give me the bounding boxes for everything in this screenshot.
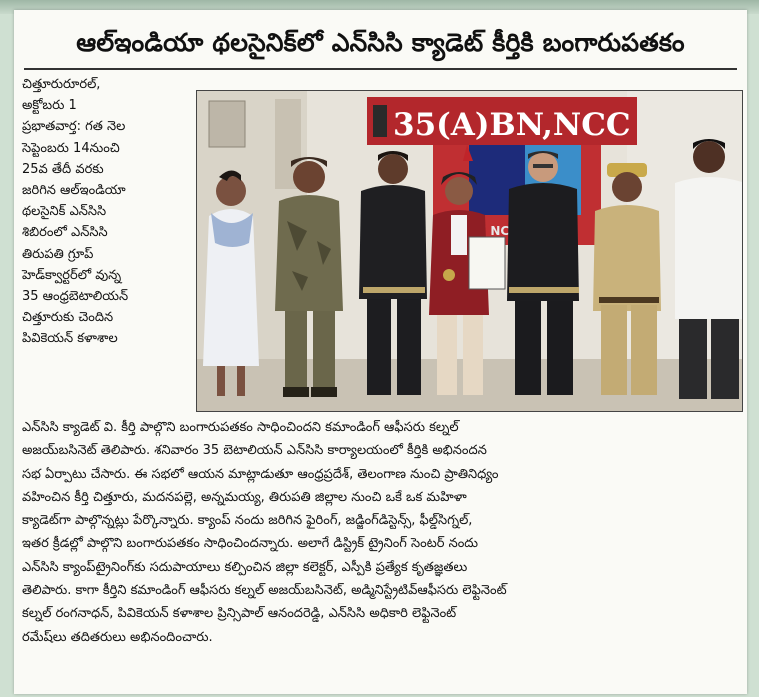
ncc-banner <box>367 97 637 145</box>
body-line: వహించిన కీర్తి చిత్తూరు, మదనపల్లె, అన్నమయ్య, తిరుపతి జిల్లాల నుంచి ఒకే ఒక మహిళా <box>22 489 467 505</box>
newspaper-clipping <box>14 10 747 694</box>
lead-line: ప్రభాతవార్త: గత నెల <box>22 119 126 135</box>
lead-line: అక్టోబరు 1 <box>22 98 77 114</box>
article-body <box>22 416 740 649</box>
lead-line: హెడ్‌క్వార్టర్‌లో వున్న <box>22 267 122 283</box>
body-line: ఎన్‌సిసి క్యాడెట్ వి. కీర్తి పాల్గొని బంగారుపతకం సాధించిందని కమాండింగ్ ఆఫీసరు కల్నల్ <box>22 420 459 435</box>
lead-line: తిరుపతి గ్రూప్ <box>22 246 94 262</box>
body-line: క్యాడెట్‌గా పాల్గొన్నట్లు పేర్కొన్నారు. క్యాంప్ నందు జరిగిన ఫైరింగ్, జడ్జింగ్‌డిస్టెన్స్, ఫీల్డ్‌సిగ్నల్, <box>22 513 473 529</box>
body-line: ఇతర క్రీడల్లో పాల్గొని బంగారుపతకం సాధించిందన్నారు. అలాగే డిస్ట్రిక్ ట్రైనింగ్ సెంటర్ నందు <box>22 536 478 552</box>
lead-column <box>22 74 192 414</box>
lead-line: జరిగిన ఆల్‌ఇండియా <box>22 183 126 199</box>
body-line: రమేష్‌లు తదితరులు అభినందించారు. <box>22 629 213 645</box>
lead-line: 25వ తేదీ వరకు <box>22 161 104 177</box>
body-line: కల్నల్ రంగనాధన్, పివికెయన్ కళాశాల ప్రిన్సిపాల్ ఆనందరెడ్డి, ఎన్‌సిసి అధికారి లెఫ్టినెంట్ <box>22 606 457 622</box>
headline-rule <box>24 68 737 70</box>
body-line: అజయ్‌బసినెట్ తెలిపారు. శనివారం 35 బెటాలియన్ ఎన్‌సిసి కార్యాలయంలో కీర్తికి అభినందన <box>22 443 487 459</box>
lead-line: చిత్తూరుకు చెందిన <box>22 310 114 326</box>
article-headline: ఆల్‌ఇండియా థలసైనిక్‌లో ఎన్‌సిసి క్యాడెట్ కీర్తికి బంగారుపతకం <box>76 28 685 57</box>
lead-line: శిబిరంలో ఎన్‌సిసి <box>22 225 108 241</box>
lead-line: చిత్తూరురూరల్, <box>22 77 101 92</box>
body-line: సభ ఏర్పాటు చేసారు. ఈ సభలో ఆయన మాట్లాడుతూ ఆంధ్రప్రదేశ్, తెలంగాణ నుంచి ప్రాతినిధ్యం <box>22 466 499 482</box>
lead-line: థలసైనిక్ ఎన్‌సిసి <box>22 204 107 220</box>
lead-line: పివికెయన్ కళాశాల <box>22 331 118 347</box>
banner-text: 35(A)BN,NCC <box>393 107 631 143</box>
body-line: ఎన్‌సిసి క్యాంప్‌ట్రైనింగ్‌కు సదుపాయాలు కల్పించిన జిల్లా కలెక్టర్, ఎస్పీకి ప్రత్యేక కృతజ్ఞతలు <box>22 559 468 575</box>
lead-line: సెప్టెంబరు 14నుంచి <box>22 140 120 156</box>
lead-line: 35 ఆంధ్రబెటాలియన్ <box>22 289 129 305</box>
body-line: తెలిపారు. కాగా కీర్తిని కమాండింగ్ ఆఫీసరు కల్నల్ అజయ్‌బసినెట్, అడ్మినిస్ట్రేటివ్‌ఆఫీసరు లెఫ్టినెంట్ <box>22 583 507 599</box>
poster-text: NCC <box>490 224 518 238</box>
group-photo <box>196 90 743 412</box>
